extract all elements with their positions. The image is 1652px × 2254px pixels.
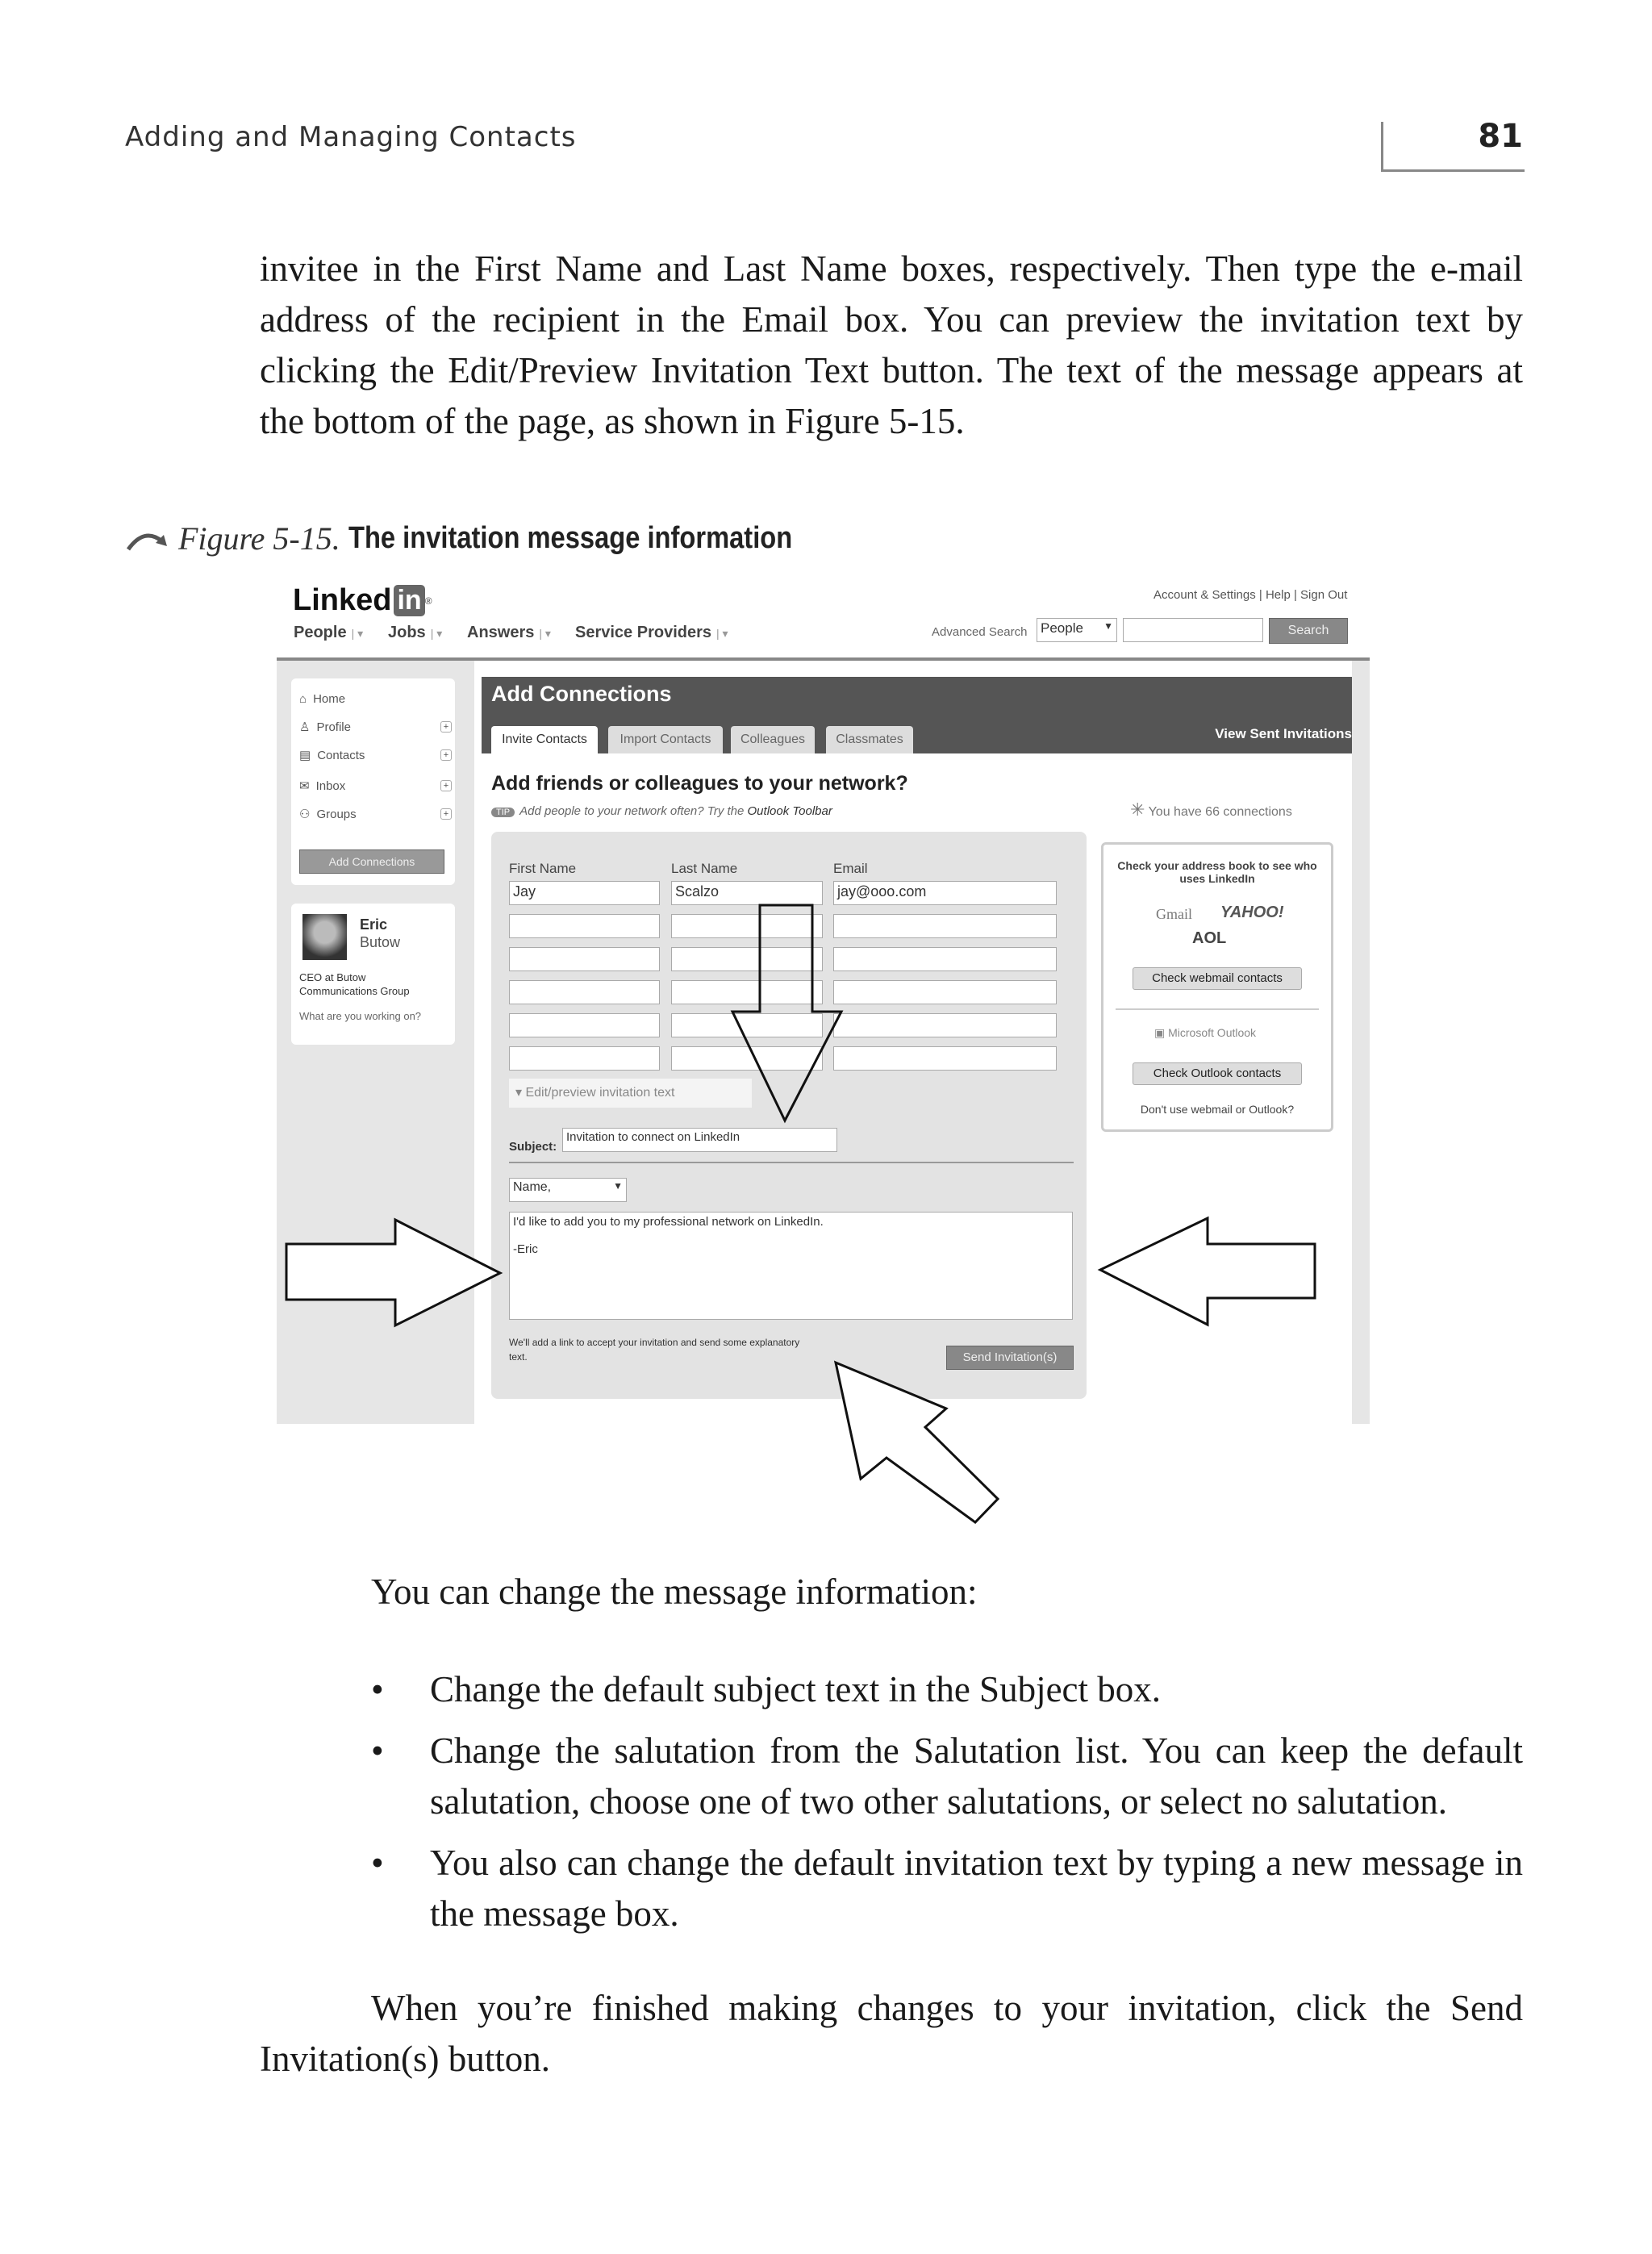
invitation-note: We'll add a link to accept your invitation and send some explanatory text.	[509, 1337, 800, 1363]
outlook-icon: ▣	[1154, 1026, 1166, 1039]
down-arrow-icon	[732, 905, 841, 1121]
email-input[interactable]: jay@ooo.com	[833, 881, 1057, 905]
sidebar-item-groups[interactable]: ⚇ Groups +	[299, 807, 444, 821]
list-item: • Change the default subject text in the Subject box.	[371, 1669, 1162, 1709]
aol-logo: AOL	[1192, 929, 1227, 947]
up-left-arrow-icon	[836, 1363, 998, 1522]
expand-icon: +	[440, 749, 452, 761]
expand-icon: +	[440, 808, 452, 820]
inbox-icon: ✉	[299, 779, 310, 793]
check-webmail-button[interactable]: Check webmail contacts	[1133, 967, 1302, 990]
search-type-select[interactable]: People ▼	[1037, 618, 1117, 642]
sidebar-item-contacts[interactable]: ▤ Contacts +	[299, 748, 444, 762]
account-links[interactable]: Account & Settings | Help | Sign Out	[1153, 588, 1348, 602]
section-heading: Add friends or colleagues to your network?	[491, 772, 908, 795]
profile-headline: Communications Group	[299, 985, 410, 997]
nav-service-providers[interactable]: Service Providers | ▾	[575, 624, 728, 641]
first-name-label: First Name	[509, 861, 577, 876]
status-prompt[interactable]: What are you working on?	[299, 1010, 422, 1022]
tab-classmates[interactable]: Classmates	[826, 726, 913, 753]
address-book-text: Check your address book to see who uses LinkedIn	[1117, 859, 1317, 885]
closing-paragraph: When you’re finished making changes to your invitation, click the Send Invitation(s) button.	[260, 1988, 1523, 2079]
paragraph: invitee in the First Name and Last Name boxes, respectively. Then type the e-mail address of the recipient in the Email box. You can preview the invitation text by clicking the Edit/Preview Invitation Text button. The text of the message appears at the bottom of the page, as shown in Figure 5-15.	[260, 248, 1523, 441]
linkedin-logo: Linked in ®	[293, 583, 432, 617]
last-name-input[interactable]: Scalzo	[671, 881, 823, 905]
check-outlook-button[interactable]: Check Outlook contacts	[1133, 1062, 1302, 1085]
yahoo-logo: YAHOO!	[1220, 904, 1284, 921]
nav-answers[interactable]: Answers | ▾	[467, 624, 551, 641]
profile-last-name[interactable]: Butow	[360, 934, 401, 950]
contacts-icon: ▤	[299, 749, 311, 762]
profile-headline: CEO at Butow	[299, 971, 366, 983]
advanced-search-link[interactable]: Advanced Search	[932, 625, 1028, 639]
linkedin-screenshot	[277, 577, 1370, 1424]
connections-count: ✳ You have 66 connections	[1130, 799, 1292, 820]
sidebar-item-home[interactable]: ⌂ Home	[299, 692, 346, 706]
tab-invite-contacts[interactable]: Invite Contacts	[491, 726, 598, 753]
page-number: 81	[1478, 118, 1523, 155]
sidebar-item-profile[interactable]: ♙ Profile +	[299, 720, 444, 734]
page-title: Add Connections	[491, 682, 672, 706]
callout-arrows	[277, 577, 1370, 1424]
search-button[interactable]: Search	[1269, 618, 1348, 644]
send-invitations-button[interactable]: Send Invitation(s)	[946, 1346, 1074, 1370]
edit-preview-toggle[interactable]: ▾ Edit/preview invitation text	[509, 1079, 752, 1108]
expand-icon: +	[440, 780, 452, 791]
outlook-toolbar-link[interactable]: Outlook Toolbar	[747, 804, 832, 818]
other-contacts-link[interactable]: Don't use webmail or Outlook?	[1140, 1103, 1295, 1116]
network-icon: ✳	[1130, 799, 1145, 820]
running-head: Adding and Managing Contacts	[125, 121, 577, 153]
last-name-label: Last Name	[671, 861, 738, 876]
home-icon: ⌂	[299, 692, 307, 706]
right-arrow-icon	[286, 1220, 500, 1325]
sidebar-item-inbox[interactable]: ✉ Inbox +	[299, 778, 444, 793]
bullet-list	[371, 1664, 1523, 1939]
subject-input[interactable]: Invitation to connect on LinkedIn	[562, 1128, 837, 1152]
first-name-input[interactable]: Jay	[509, 881, 660, 905]
tab-colleagues[interactable]: Colleagues	[731, 726, 815, 753]
profile-first-name[interactable]: Eric	[360, 916, 388, 933]
groups-icon: ⚇	[299, 808, 311, 821]
list-item: • You also can change the default invitation text by typing a new message in the message box.	[371, 1843, 1523, 1934]
tip-line: TIP Add people to your network often? Try the Outlook Toolbar	[491, 804, 832, 818]
view-sent-invitations-link[interactable]: View Sent Invitations	[1215, 726, 1352, 741]
intro-text: You can change the message information:	[371, 1572, 978, 1612]
left-arrow-icon	[1100, 1218, 1315, 1325]
tip-badge: TIP	[491, 808, 515, 817]
sidebar-add-connections-button[interactable]: Add Connections	[299, 849, 444, 874]
message-textarea[interactable]: I'd like to add you to my professional network on LinkedIn. -Eric	[509, 1212, 1073, 1320]
tab-import-contacts[interactable]: Import Contacts	[608, 726, 723, 753]
nav-jobs[interactable]: Jobs | ▾	[388, 624, 443, 641]
outlook-label: ▣ Microsoft Outlook	[1154, 1026, 1257, 1039]
list-item: • Change the salutation from the Salutation list. You can keep the default salutation, choose one of two other salutations, or select no salutation.	[371, 1730, 1523, 1822]
profile-icon: ♙	[299, 720, 311, 734]
figure-title: The invitation message information	[348, 521, 792, 555]
curved-arrow-icon	[125, 525, 170, 553]
chevron-down-icon: ▼	[613, 1180, 623, 1192]
nav-people[interactable]: People | ▾	[294, 624, 364, 641]
figure-number: Figure 5-15.	[178, 520, 340, 557]
subject-label: Subject:	[509, 1140, 557, 1154]
expand-icon: +	[440, 721, 452, 733]
salutation-select[interactable]: Name, ▼	[509, 1178, 627, 1202]
gmail-logo: Gmail	[1156, 906, 1192, 922]
email-label: Email	[833, 861, 868, 876]
figure-caption	[125, 520, 864, 557]
